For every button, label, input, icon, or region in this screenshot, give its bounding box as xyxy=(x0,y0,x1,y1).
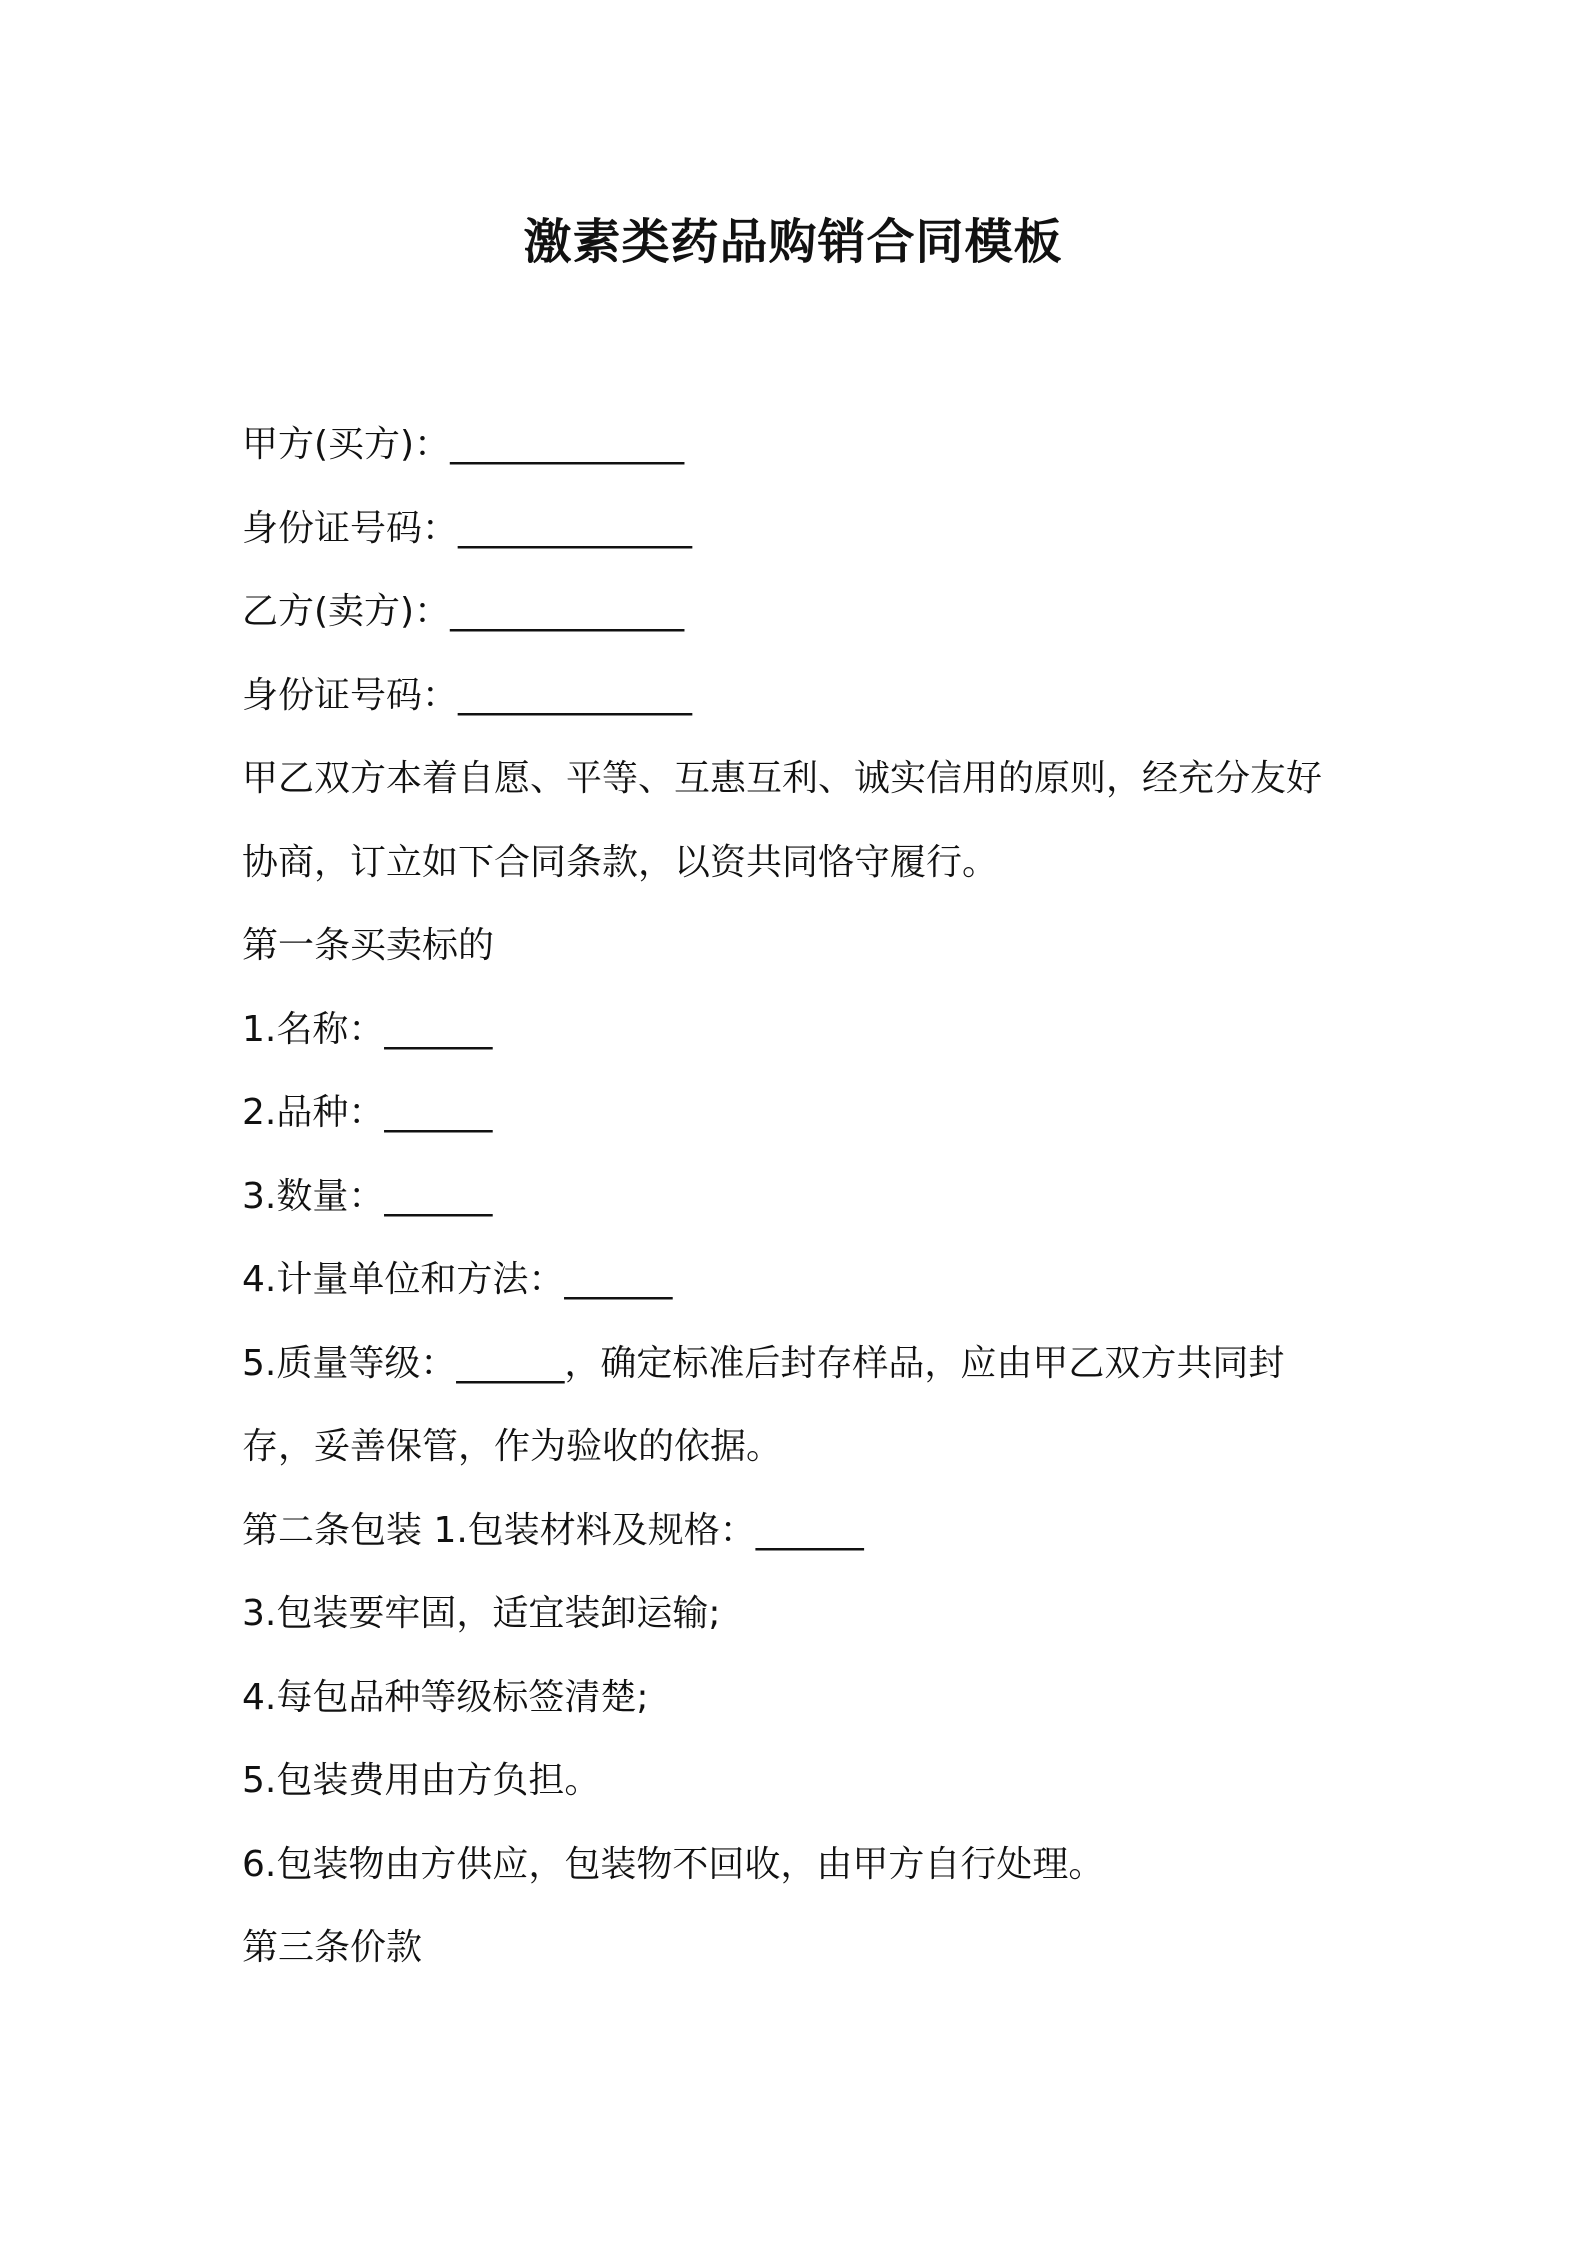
article-2-item-5: 5.包装费用由方负担。 xyxy=(242,1760,601,1801)
article-1-item-quantity: 3.数量：______ xyxy=(242,1175,493,1217)
preamble-line-1: 甲乙双方本着自愿、平等、互惠互利、诚实信用的原则，经充分友好 xyxy=(242,758,1323,799)
article-1-item-unit: 4.计量单位和方法：______ xyxy=(242,1259,673,1300)
article-1-heading: 第一条买卖标的 xyxy=(242,925,495,966)
article-1-item-quality-2: 存，妥善保管，作为验收的依据。 xyxy=(242,1426,783,1467)
party-b-id-line: 身份证号码：_____________ xyxy=(242,674,693,716)
article-1-item-quality-1: 5.质量等级：______，确定标准后封存样品，应由甲乙双方共同封 xyxy=(242,1342,1285,1384)
document-body xyxy=(242,403,1362,1990)
party-a-buyer-line: 甲方(买方)：_____________ xyxy=(242,424,685,465)
article-1-item-variety: 2.品种：______ xyxy=(242,1092,493,1133)
article-1-item-name: 1.名称：______ xyxy=(242,1008,493,1050)
document-title: 激素类药品购销合同模板 xyxy=(523,214,1063,270)
article-2-item-6: 6.包装物由方供应，包装物不回收，由甲方自行处理。 xyxy=(242,1843,1105,1885)
article-3-heading: 第三条价款 xyxy=(242,1927,423,1968)
article-2-heading: 第二条包装 1.包装材料及规格：______ xyxy=(242,1509,864,1551)
article-2-item-4: 4.每包品种等级标签清楚; xyxy=(242,1676,649,1718)
preamble-line-2: 协商，订立如下合同条款，以资共同恪守履行。 xyxy=(242,841,999,883)
party-b-seller-line: 乙方(卖方)：_____________ xyxy=(242,591,685,632)
article-2-item-3: 3.包装要牢固，适宜装卸运输; xyxy=(242,1593,721,1634)
party-a-id-line: 身份证号码：_____________ xyxy=(242,507,693,549)
